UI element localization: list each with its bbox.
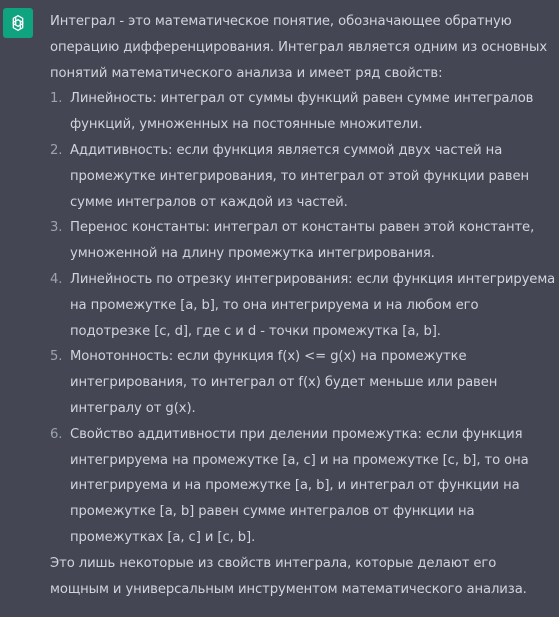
- list-item-number: 5.: [50, 349, 63, 365]
- list-item-text: Линейность по отрезку интегрирования: если функция интегрируема на промежутке [a, b], то она интегрируема и на любом его подотрезке [c, d], где c и d - точки промежутка [a, b].: [70, 271, 556, 339]
- list-item-text: Аддитивность: если функция является суммой двух частей на промежутке интегрирования, то интеграл от этой функции равен сумме интегралов от каждой из частей.: [70, 142, 529, 210]
- conclusion-paragraph: Это лишь некоторые из свойств интеграла, которые делают его мощным и универсальным инструментом математического анализа.: [50, 555, 527, 597]
- list-item-number: 2.: [50, 142, 63, 158]
- list-item: [50, 86, 556, 138]
- list-item-text: Линейность: интеграл от суммы функций равен сумме интегралов функций, умноженных на постоянные множители.: [70, 91, 534, 133]
- list-item: [50, 267, 556, 344]
- list-item: [50, 344, 556, 421]
- list-item: [50, 215, 556, 267]
- list-item-number: 6.: [50, 426, 63, 442]
- list-item: [50, 422, 556, 551]
- message-content: [50, 9, 556, 602]
- list-item-text: Свойство аддитивности при делении промежутка: если функция интегрируема на промежутке [a, c] и на промежутке [c, b], то она интегрируема и на промежутке [a, b], и интеграл от функции на промежутке [a, b] равен сумме интегралов от функции на промежутках [a, c] и [c, b].: [70, 426, 529, 545]
- list-item-number: 1.: [50, 91, 63, 107]
- list-item-text: Монотонность: если функция f(x) <= g(x) на промежутке интегрирования, то интеграл от f(x) будет меньше или равен интегралу от g(x).: [70, 349, 498, 416]
- openai-logo-icon: [8, 13, 28, 33]
- list-item: [50, 138, 556, 215]
- assistant-avatar: [3, 8, 33, 38]
- list-item-number: 3.: [50, 220, 63, 236]
- intro-paragraph: Интеграл - это математическое понятие, обозначающее обратную операцию дифференцирования. Интеграл является одним из основных понятий математического анализа и имеет ряд свойств:: [50, 14, 548, 81]
- list-item-number: 4.: [50, 271, 63, 287]
- list-item-text: Перенос константы: интеграл от константы равен этой константе, умноженной на длину промежутка интегрирования.: [70, 220, 535, 262]
- properties-list: [50, 86, 556, 550]
